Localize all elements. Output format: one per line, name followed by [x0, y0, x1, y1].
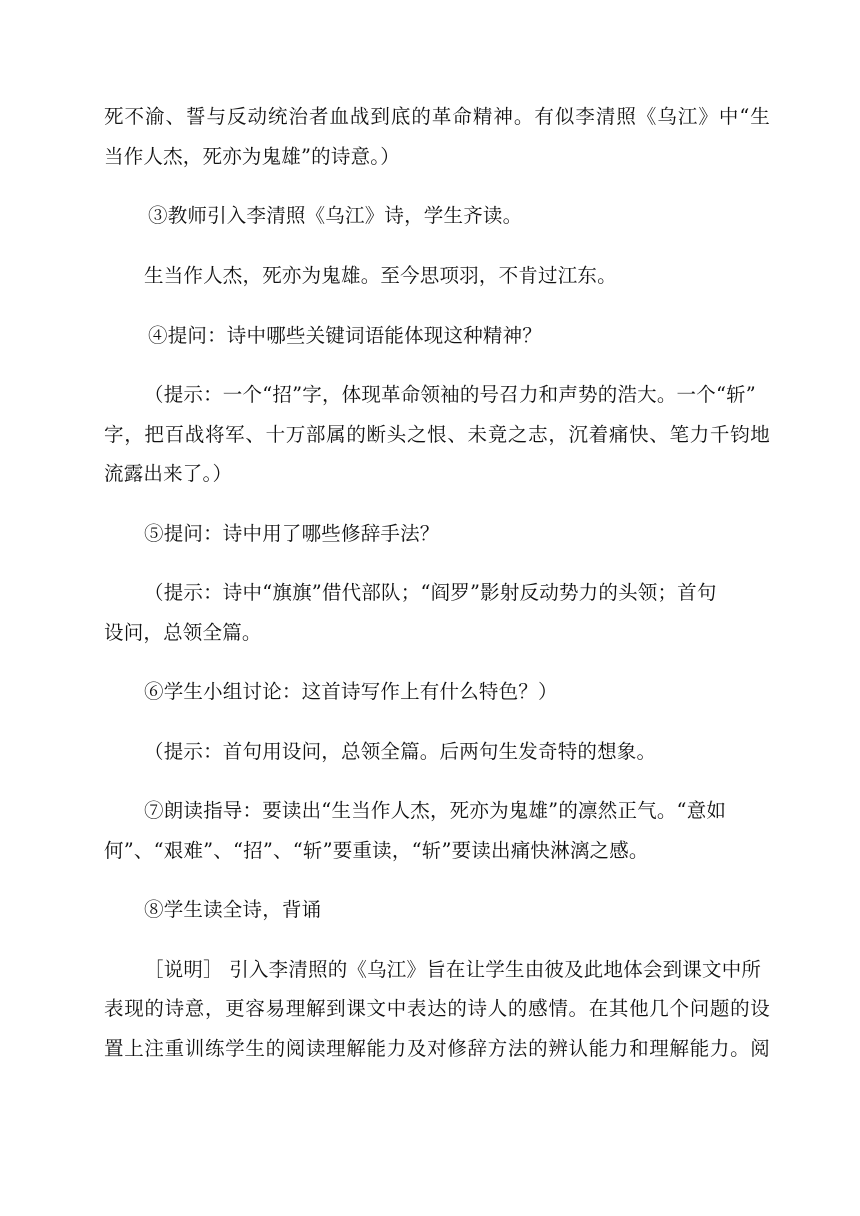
paragraph-line: 死不渝、誓与反动统治者血战到底的革命精神。有似李清照《乌江》中“生	[104, 105, 770, 128]
note-line: 表现的诗意，更容易理解到课文中表达的诗人的感情。在其他几个问题的设	[104, 997, 770, 1020]
paragraph-line: 当作人杰，死亦为鬼雄”的诗意。）	[104, 145, 400, 168]
poem-line: 生当作人杰，死亦为鬼雄。至今思项羽，不肯过江东。	[144, 264, 617, 287]
hint-line: （提示：一个“招”字，体现革命领袖的号召力和声势的浩大。一个“斩”	[144, 383, 756, 406]
note-line: 置上注重训练学生的阅读理解能力及对修辞方法的辨认能力和理解能力。阅	[104, 1037, 770, 1060]
discussion-line: ⑥学生小组讨论：这首诗写作上有什么特色？）	[144, 680, 558, 703]
recite-line: ⑧学生读全诗，背诵	[144, 898, 322, 921]
hint-line: （提示：诗中“旗旗”借代部队；“阎罗”影射反动势力的头领；首句	[144, 581, 717, 604]
reading-guide-line: ⑦朗读指导：要读出“生当作人杰，死亦为鬼雄”的凛然正气。“意如	[144, 799, 727, 822]
question-line: ④提问：诗中哪些关键词语能体现这种精神？	[148, 324, 543, 347]
hint-line: 流露出来了。）	[104, 462, 233, 485]
hint-line: （提示：首句用设问，总领全篇。后两句生发奇特的想象。	[144, 740, 657, 763]
paragraph-line: ③教师引入李清照《乌江》诗，学生齐读。	[148, 204, 523, 227]
question-line: ⑤提问：诗中用了哪些修辞手法？	[144, 522, 440, 545]
hint-line: 设问，总领全篇。	[104, 621, 262, 644]
hint-line: 字，把百战将军、十万部属的断头之恨、未竟之志，沉着痛快、笔力千钧地	[104, 423, 770, 446]
reading-guide-line: 何”、“艰难”、“招”、“斩”要重读，“斩”要读出痛快淋漓之感。	[104, 839, 649, 862]
note-line: ［说明］ 引入李清照的《乌江》旨在让学生由彼及此地体会到课文中所	[144, 958, 762, 981]
